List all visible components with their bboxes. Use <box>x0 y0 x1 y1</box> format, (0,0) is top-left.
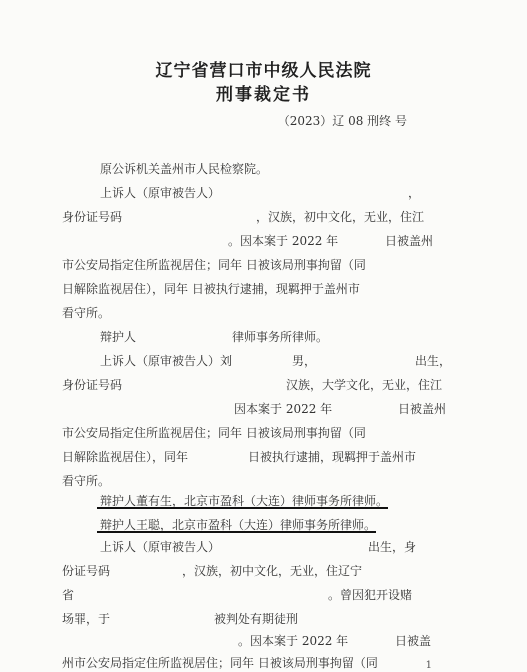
text-line: ， <box>408 186 421 200</box>
text-line: 市公安局指定住所监视居住；同年 日被该局刑事拘留（同 <box>62 426 366 440</box>
text-line: 。因本案于 2022 年 <box>228 234 339 248</box>
text-line: 看守所。 <box>62 306 111 320</box>
underline <box>97 507 388 509</box>
text-line: 律师事务所律师。 <box>232 330 329 344</box>
text-line: 日解除监视居住），同年 日被执行逮捕，现羁押于盖州市 <box>62 282 360 296</box>
text-line: 日解除监视居住），同年 <box>62 450 189 464</box>
case-number: （2023）辽 08 刑终 号 <box>277 114 407 128</box>
text-line: 看守所。 <box>62 474 111 488</box>
text-line: 省 <box>62 588 75 602</box>
text-line: 上诉人（原审被告人）刘 <box>100 354 233 368</box>
text-line: 日被盖 <box>395 634 432 648</box>
document-title: 刑事裁定书 <box>216 85 311 105</box>
text-line: 男， <box>292 354 317 368</box>
text-line: 。曾因犯开设赌 <box>328 588 413 602</box>
page-number: 1 <box>425 660 432 671</box>
text-line: 日被执行逮捕，现羁押于盖州市 <box>248 450 417 464</box>
text-line: 上诉人（原审被告人） <box>100 186 221 200</box>
text-line: 因本案于 2022 年 <box>234 402 333 416</box>
text-line: 份证号码 <box>62 564 111 578</box>
court-name: 辽宁省营口市中级人民法院 <box>155 61 372 81</box>
text-line: 身份证号码 <box>62 378 123 392</box>
text-line: 场罪，于 <box>62 612 111 626</box>
text-line: 被判处有期徒刑 <box>214 612 299 626</box>
text-line: 。因本案于 2022 年 <box>238 634 349 648</box>
text-line: 身份证号码 <box>62 210 123 224</box>
text-line: ，汉族，初中文化，无业，住辽宁 <box>182 564 363 578</box>
text-line: 辩护人 <box>100 330 137 344</box>
defender-line-2: 辩护人王聪，北京市盈科（大连）律师事务所律师。 <box>100 518 377 532</box>
underline <box>97 531 376 533</box>
text-line: 市公安局指定住所监视居住；同年 日被该局刑事拘留（同 <box>62 258 366 272</box>
text-line: 原公诉机关盖州市人民检察院。 <box>100 162 269 176</box>
text-line: ，汉族，初中文化，无业，住江 <box>256 210 425 224</box>
text-line: 汉族，大学文化，无业，住江 <box>286 378 443 392</box>
text-line: 日被盖州 <box>385 234 434 248</box>
text-line: 州市公安局指定住所监视居住；同年 日被该局刑事拘留（同 <box>62 656 378 670</box>
text-line: 出生，身 <box>368 540 417 554</box>
text-line: 上诉人（原审被告人） <box>100 540 221 554</box>
text-line: 日被盖州 <box>398 402 447 416</box>
defender-line-1: 辩护人董有生，北京市盈科（大连）律师事务所律师。 <box>100 494 389 508</box>
text-line: 出生， <box>415 354 452 368</box>
